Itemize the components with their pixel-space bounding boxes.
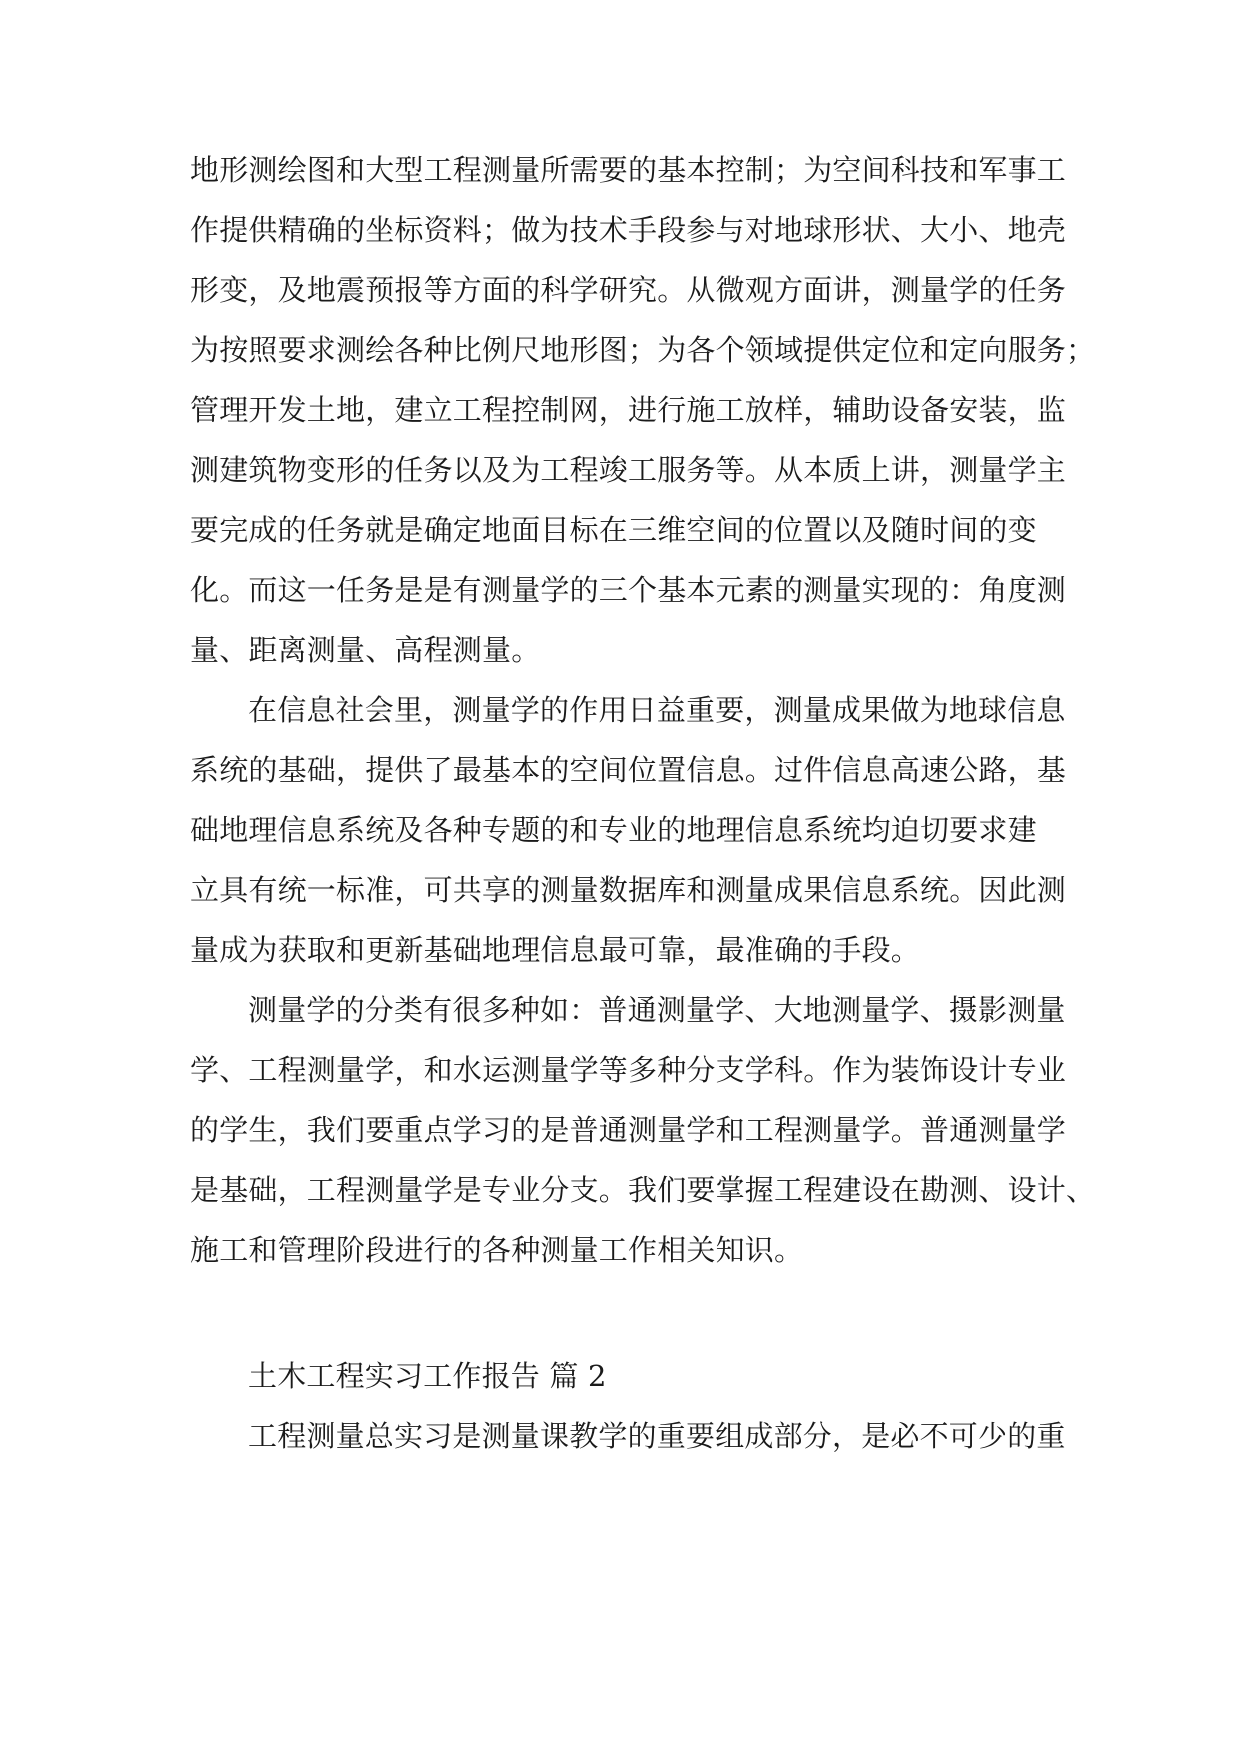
paragraph-start-line: 在信息社会里，测量学的作用日益重要，测量成果做为地球信息: [248, 693, 1066, 727]
text-line: 管理开发土地，建立工程控制网，进行施工放样，辅助设备安装，监: [190, 393, 1067, 427]
text-line: 系统的基础，提供了最基本的空间位置信息。过件信息高速公路，基: [190, 753, 1067, 787]
text-line: 施工和管理阶段进行的各种测量工作相关知识。: [190, 1233, 804, 1267]
text-line: 要完成的任务就是确定地面目标在三维空间的位置以及随时间的变: [190, 513, 1037, 547]
text-line: 形变，及地震预报等方面的科学研究。从微观方面讲，测量学的任务: [190, 273, 1067, 307]
text-line: 础地理信息系统及各种专题的和专业的地理信息系统均迫切要求建: [190, 813, 1037, 847]
text-line: 立具有统一标准，可共享的测量数据库和测量成果信息系统。因此测: [190, 873, 1067, 907]
text-line: 测建筑物变形的任务以及为工程竣工服务等。从本质上讲，测量学主: [190, 453, 1067, 487]
text-line: 量、距离测量、高程测量。: [190, 633, 541, 667]
paragraph-start-line: 测量学的分类有很多种如：普通测量学、大地测量学、摄影测量: [248, 993, 1066, 1027]
text-line: 是基础，工程测量学是专业分支。我们要掌握工程建设在勘测、设计、: [190, 1173, 1096, 1207]
text-line: 的学生，我们要重点学习的是普通测量学和工程测量学。普通测量学: [190, 1113, 1067, 1147]
text-line: 学、工程测量学，和水运测量学等多种分支学科。作为装饰设计专业: [190, 1053, 1067, 1087]
text-line: 为按照要求测绘各种比例尺地形图；为各个领域提供定位和定向服务；: [190, 333, 1096, 367]
text-line: 化。而这一任务是是有测量学的三个基本元素的测量实现的：角度测: [190, 573, 1067, 607]
paragraph-start-line: 工程测量总实习是测量课教学的重要组成部分，是必不可少的重: [248, 1419, 1066, 1453]
text-line: 地形测绘图和大型工程测量所需要的基本控制；为空间科技和军事工: [190, 153, 1067, 187]
text-line: 作提供精确的坐标资料；做为技术手段参与对地球形状、大小、地壳: [190, 213, 1067, 247]
text-line: 量成为获取和更新基础地理信息最可靠，最准确的手段。: [190, 933, 921, 967]
section-heading: 土木工程实习工作报告 篇 2: [248, 1359, 607, 1393]
